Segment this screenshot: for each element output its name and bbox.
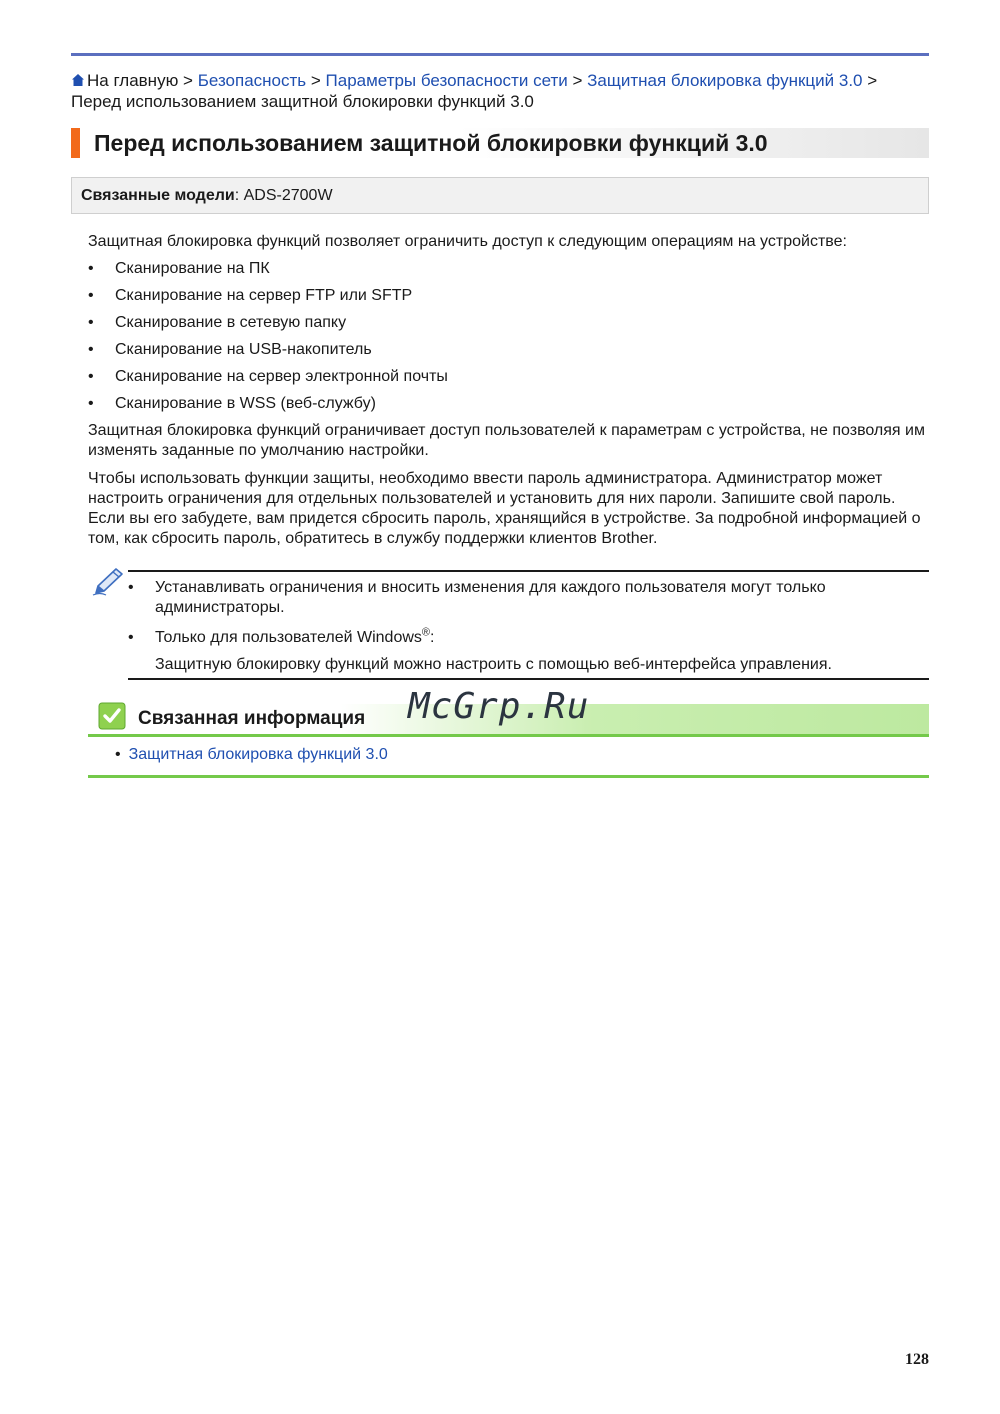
- note-item: [128, 628, 928, 648]
- note-box: [88, 570, 929, 680]
- note-subtext: Защитную блокировку функций можно настроить с помощью веб-интерфейса управления.: [155, 656, 832, 673]
- breadcrumb-separator: >: [178, 71, 198, 90]
- bullet-icon: •: [115, 746, 121, 763]
- breadcrumb-link-function-lock[interactable]: Защитная блокировка функций 3.0: [587, 71, 863, 90]
- breadcrumb-link-security[interactable]: Безопасность: [197, 71, 307, 90]
- note-windows-text: Только для пользователей Windows: [155, 629, 422, 646]
- note-top-rule: [128, 570, 929, 572]
- breadcrumb-separator: >: [306, 71, 326, 90]
- restriction-paragraph: Защитная блокировка функций ограничивает доступ пользователей к параметрам с устройства, не позволяя им изменять заданные по умолчанию настройки.: [88, 422, 925, 459]
- checkmark-icon: [98, 702, 126, 730]
- note-windows-colon: :: [430, 629, 435, 646]
- breadcrumb-home[interactable]: На главную: [87, 71, 179, 90]
- breadcrumb-separator: >: [862, 71, 878, 90]
- related-models-box: [71, 177, 929, 214]
- related-info-rule: [88, 734, 929, 737]
- breadcrumb-current: Перед использованием защитной блокировки функций 3.0: [71, 92, 534, 111]
- breadcrumb: [71, 70, 929, 112]
- operations-list: [88, 259, 933, 421]
- breadcrumb-link-network-security[interactable]: Параметры безопасности сети: [325, 71, 568, 90]
- home-icon[interactable]: [71, 73, 85, 87]
- note-item: • Устанавливать ограничения и вносить изменения для каждого пользователя могут только администраторы.: [128, 578, 928, 618]
- page-title: Перед использованием защитной блокировки функций 3.0: [94, 130, 768, 156]
- related-models: [81, 178, 333, 213]
- breadcrumb-separator: >: [567, 71, 588, 90]
- intro-paragraph: Защитная блокировка функций позволяет ограничить доступ к следующим операциям на устройстве:: [88, 233, 847, 250]
- list-item: • Сканирование в сетевую папку: [88, 313, 933, 340]
- page-number: 128: [905, 1351, 929, 1368]
- title-bar: [71, 128, 929, 158]
- main-content: [88, 232, 933, 549]
- note-bottom-rule: [128, 678, 929, 680]
- related-info-end-rule: [88, 775, 929, 778]
- related-link-function-lock[interactable]: Защитная блокировка функций 3.0: [128, 746, 388, 763]
- list-item: • Сканирование на ПК: [88, 259, 933, 286]
- title-accent: [71, 128, 80, 158]
- list-item: • Сканирование на сервер электронной почты: [88, 367, 933, 394]
- list-item: • Сканирование на сервер FTP или SFTP: [88, 286, 933, 313]
- list-item: • Сканирование на USB-накопитель: [88, 340, 933, 367]
- list-item: • Сканирование в WSS (веб-службу): [88, 394, 933, 421]
- note-list: [128, 578, 928, 675]
- watermark: McGrp.Ru: [408, 686, 590, 727]
- pencil-icon: [90, 567, 126, 597]
- password-paragraph: Чтобы использовать функции защиты, необходимо ввести пароль администратора. Администратор может настроить ограничения для отдельных пользователей и установить для них пароли. Запишите свой пароль. Если вы его забудете, вам придется сбросить пароль, хранящийся в устройстве. За подробной информацией о том, как сбросить пароль, обратитесь в службу поддержки клиентов Brother.: [88, 470, 921, 547]
- related-info-title: Связанная информация: [138, 708, 366, 729]
- top-rule: [71, 53, 929, 56]
- related-models-label: Связанные модели: [81, 187, 235, 204]
- related-link-item: [115, 745, 388, 765]
- registered-mark: ®: [421, 626, 430, 639]
- related-models-value: : ADS-2700W: [234, 187, 333, 204]
